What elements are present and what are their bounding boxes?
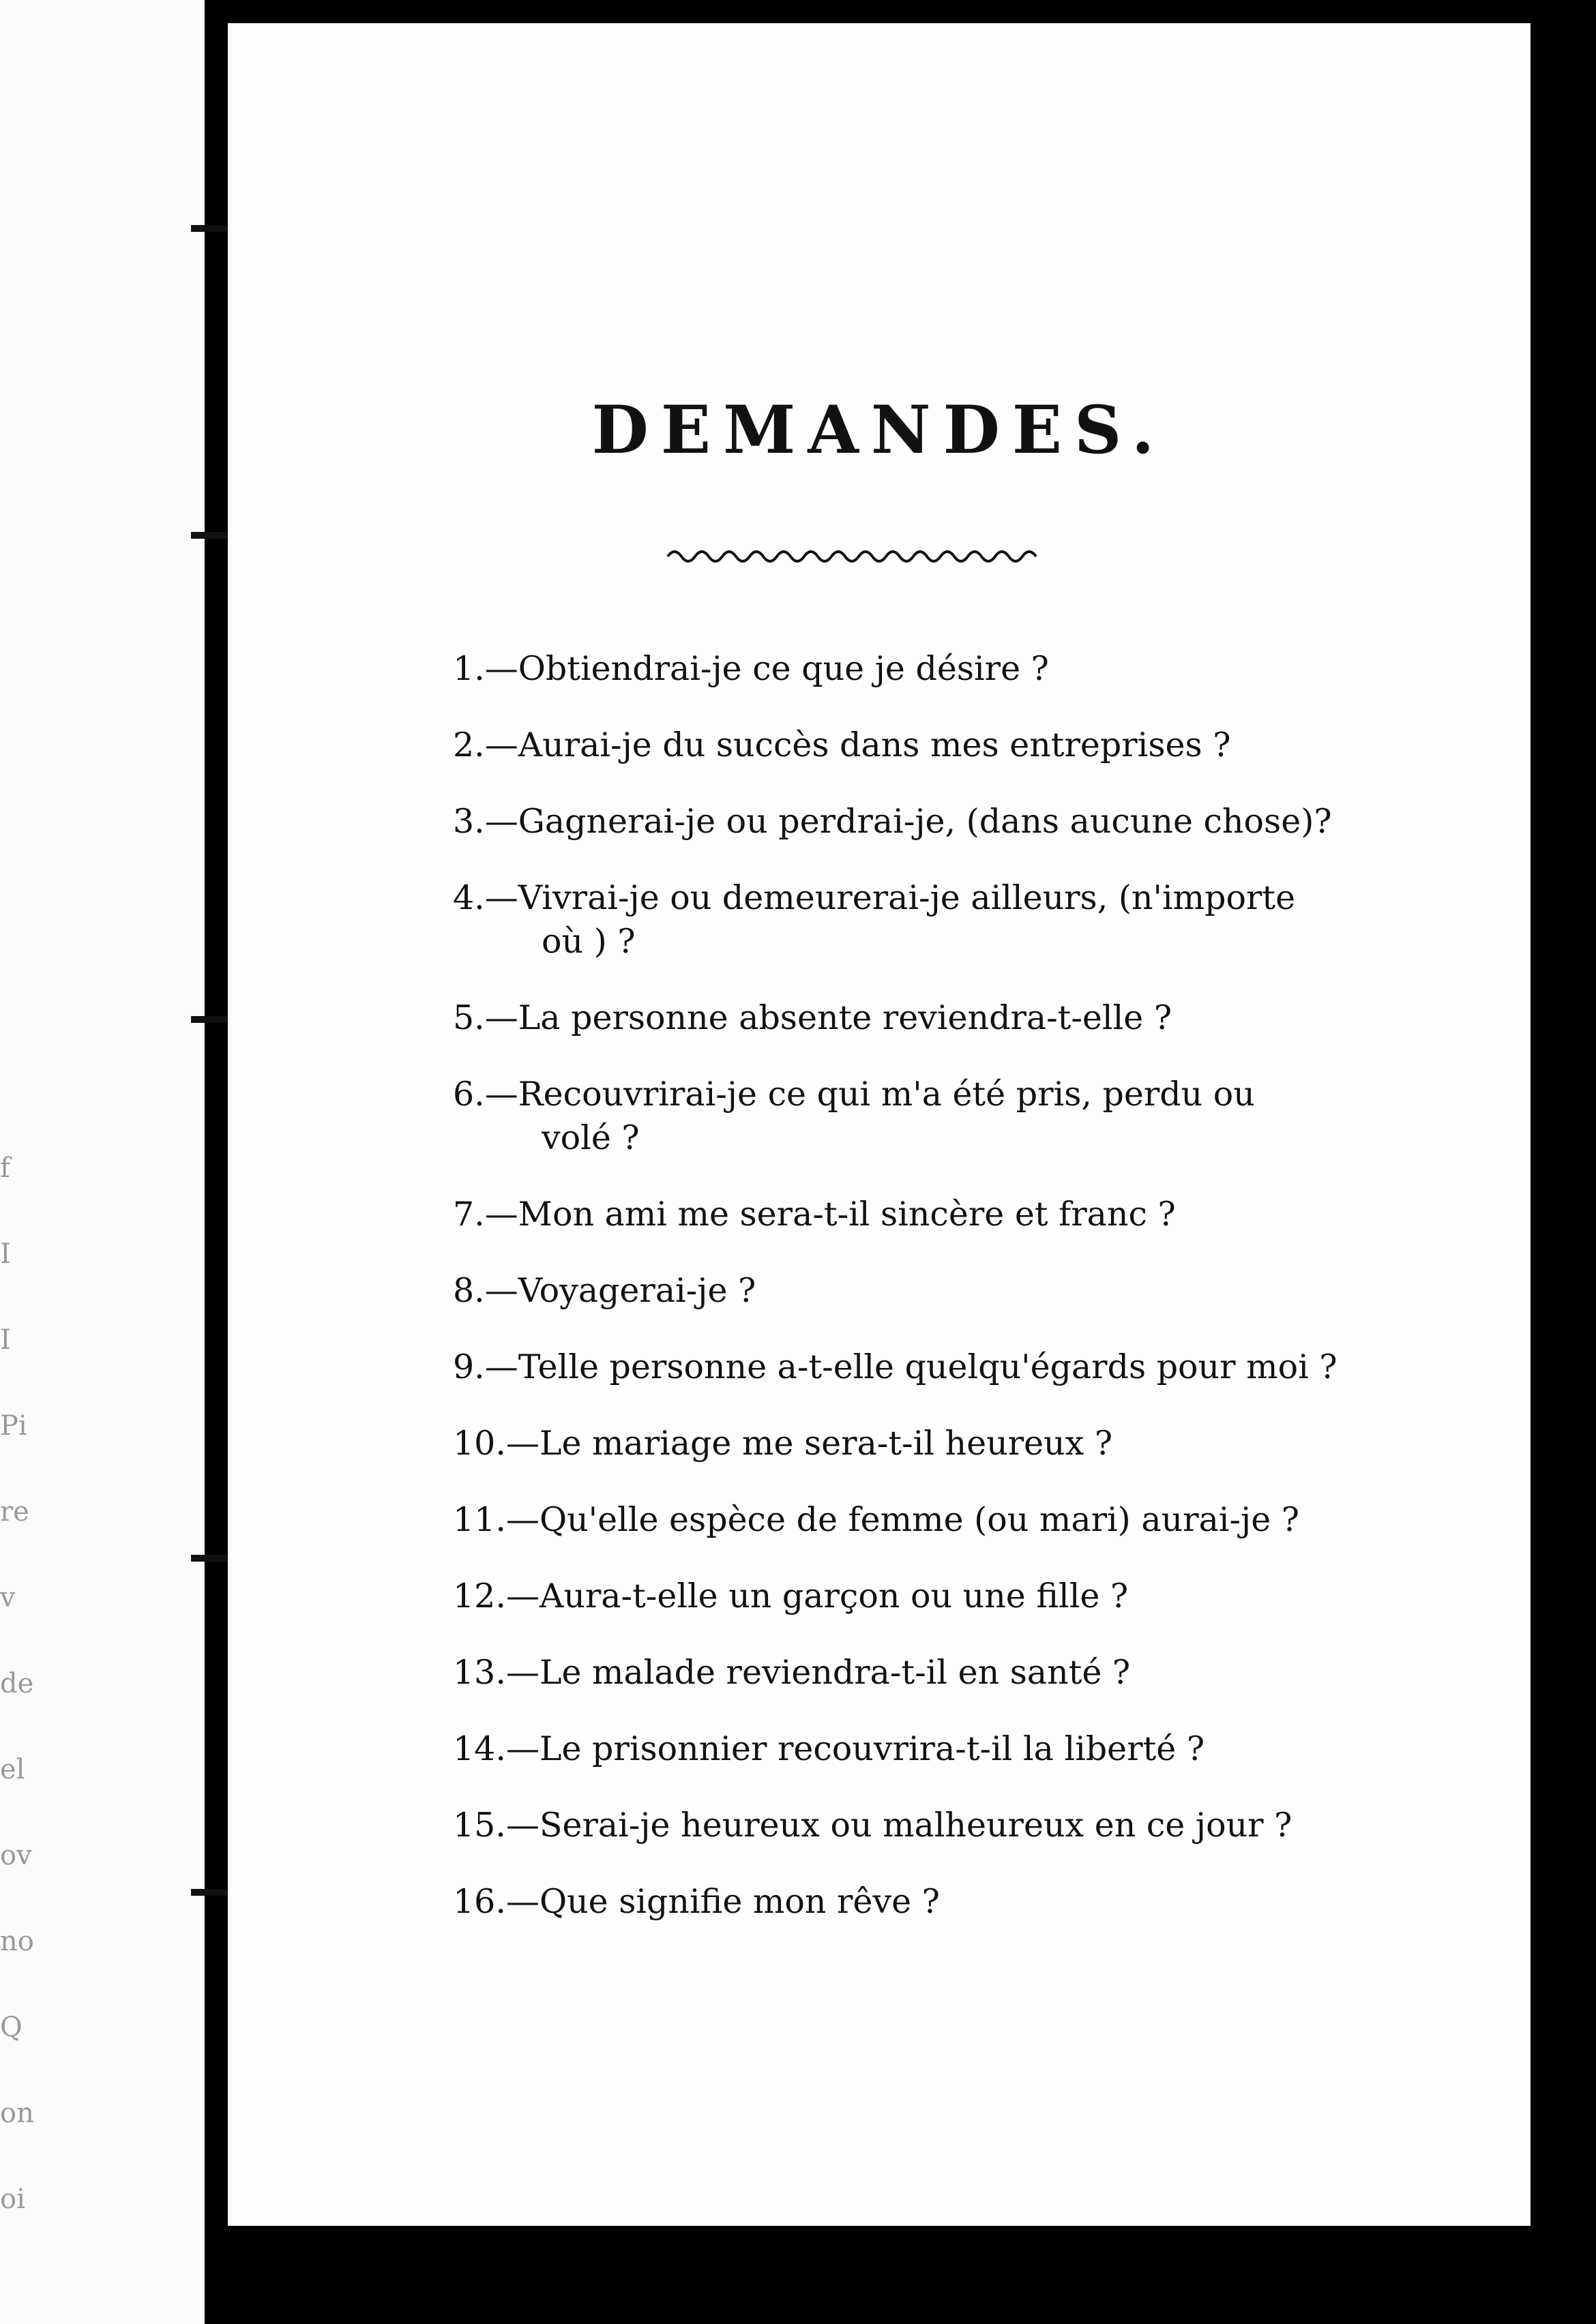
question-text: —La personne absente reviendra-t-elle ? [484, 998, 1172, 1037]
question-text: —Telle personne a-t-elle quelqu'égards pour moi ? [484, 1347, 1338, 1386]
question-number: 8. [453, 1271, 485, 1310]
question-text: —Qu'elle espèce de femme (ou mari) aurai-je ? [505, 1500, 1300, 1539]
question-text: —Le prisonnier recouvrira-t-il la liberté ? [505, 1729, 1205, 1768]
list-item [453, 1880, 1462, 1924]
list-item [453, 647, 1462, 691]
list-item [453, 996, 1462, 1040]
list-item [453, 1804, 1462, 1847]
question-number: 9. [453, 1347, 485, 1386]
question-number: 12. [453, 1577, 506, 1615]
question-text: —Voyagerai-je ? [484, 1271, 756, 1310]
question-text: —Serai-je heureux ou malheureux en ce jour ? [505, 1806, 1292, 1845]
question-text: —Que signifie mon rêve ? [505, 1882, 940, 1921]
list-item [453, 1269, 1462, 1313]
question-text: —Recouvrirai-je ce qui m'a été pris, perdu ou [484, 1075, 1255, 1114]
list-item [453, 1193, 1462, 1236]
question-number: 7. [453, 1195, 485, 1234]
scan-border-right [1531, 0, 1596, 2324]
question-number: 11. [453, 1500, 506, 1539]
list-item [453, 1073, 1462, 1160]
page-title: DEMANDES. [591, 391, 1167, 468]
fragment: I [0, 1238, 11, 1270]
list-item [453, 1651, 1462, 1695]
question-text: —Le mariage me sera-t-il heureux ? [505, 1424, 1113, 1463]
question-text: —Mon ami me sera-t-il sincère et franc ? [484, 1195, 1176, 1234]
fragment: v [0, 1582, 16, 1613]
fragment: no [0, 1926, 34, 1957]
question-number: 13. [453, 1653, 506, 1692]
question-number: 2. [453, 726, 485, 764]
question-number: 14. [453, 1729, 506, 1768]
fragment: Pi [0, 1410, 27, 1442]
question-text-continuation: où ) ? [542, 922, 636, 961]
question-text: —Vivrai-je ou demeurerai-je ailleurs, (n'importe [484, 878, 1296, 917]
book-spine [205, 0, 228, 2324]
list-item [453, 1575, 1462, 1618]
question-number: 1. [453, 649, 485, 688]
fragment: I [0, 1324, 11, 1356]
question-text: —Obtiendrai-je ce que je désire ? [484, 649, 1049, 688]
question-text: —Le malade reviendra-t-il en santé ? [505, 1653, 1131, 1692]
fragment: re [0, 1496, 29, 1528]
fragment: el [0, 1754, 25, 1785]
question-text: —Aurai-je du succès dans mes entreprises ? [484, 726, 1231, 764]
question-text-continuation: volé ? [542, 1118, 640, 1157]
fragment: ov [0, 1840, 32, 1871]
wavy-rule-ornament [664, 541, 1046, 569]
question-number: 15. [453, 1806, 506, 1845]
list-item [453, 1422, 1462, 1465]
left-page-edge [0, 0, 217, 2324]
question-number: 16. [453, 1882, 506, 1921]
question-number: 5. [453, 998, 485, 1037]
list-item [453, 876, 1462, 964]
question-text: —Aura-t-elle un garçon ou une fille ? [505, 1577, 1129, 1615]
question-number: 4. [453, 878, 485, 917]
scan-border-bottom [217, 2226, 1596, 2324]
question-list [453, 647, 1462, 1956]
fragment: f [0, 1152, 10, 1184]
list-item [453, 1498, 1462, 1542]
list-item [453, 724, 1462, 767]
question-number: 3. [453, 802, 485, 841]
question-number: 6. [453, 1075, 485, 1114]
list-item [453, 1727, 1462, 1771]
fragment: oi [0, 2184, 25, 2215]
page [228, 23, 1531, 2226]
list-item [453, 1345, 1462, 1389]
question-number: 10. [453, 1424, 506, 1463]
list-item [453, 800, 1462, 844]
question-text: —Gagnerai-je ou perdrai-je, (dans aucune chose)? [484, 802, 1332, 841]
fragment: on [0, 2098, 34, 2129]
fragment: de [0, 1668, 34, 1699]
fragment: Q [0, 2012, 23, 2043]
left-page-text-fragments [0, 1125, 61, 2242]
